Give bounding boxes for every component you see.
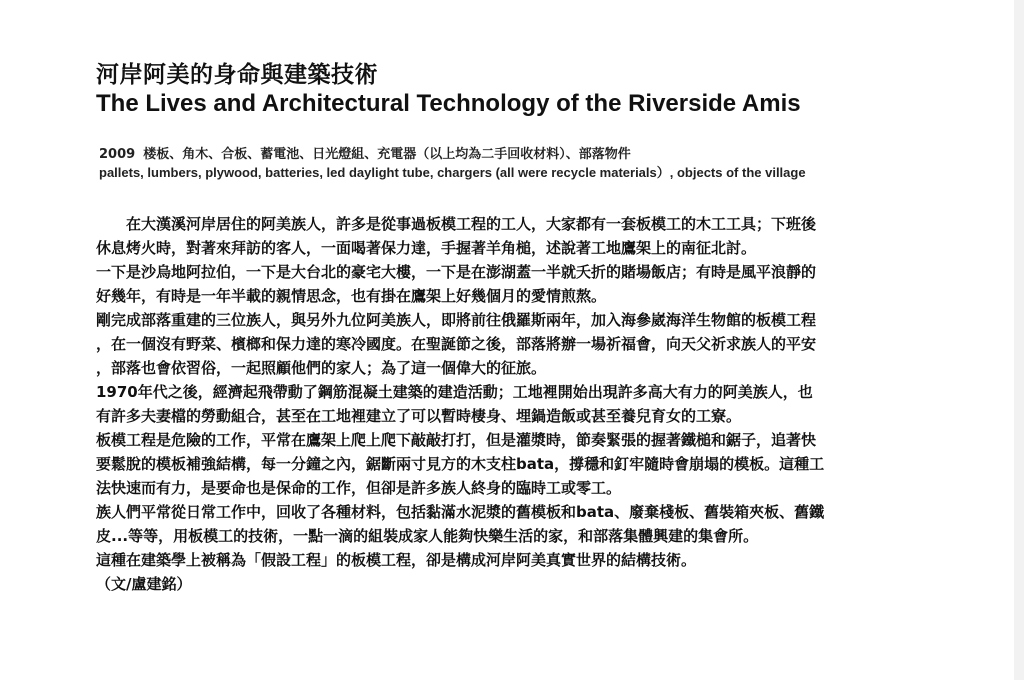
body-line: 一下是沙烏地阿拉伯，一下是大台北的豪宅大樓，一下是在澎湖蓋一半就夭折的賭場飯店；有時是風平浪靜的 xyxy=(96,263,817,281)
body-line: 要鬆脫的模板補強結構，每一分鐘之內，鋸斷兩寸見方的木支柱bata，撐穩和釘牢隨時會崩塌的模板。這種工 xyxy=(96,455,825,473)
body-line: 族人們平常從日常工作中，回收了各種材料，包括黏滿水泥漿的舊模板和bata、廢棄棧板、舊裝箱夾板、舊鐵 xyxy=(96,503,825,521)
body-text xyxy=(96,212,924,596)
body-line: 皮...等等，用板模工的技術，一點一滴的組裝成家人能夠快樂生活的家，和部落集體興建的集會所。 xyxy=(96,527,759,545)
body-line: ，部落也會依習俗，一起照顧他們的家人；為了這一個偉大的征旅。 xyxy=(96,359,547,377)
body-line: 板模工程是危險的工作，平常在鷹架上爬上爬下敲敲打打，但是灌漿時，節奏緊張的握著鐵槌和鋸子，追著快 xyxy=(96,431,817,449)
materials-chinese-line xyxy=(99,146,806,164)
body-line: 有許多夫妻檔的勞動組合，甚至在工地裡建立了可以暫時棲身、埋鍋造飯或甚至養兒育女的工寮。 xyxy=(96,407,742,425)
year: 2009 xyxy=(99,147,136,162)
body-line: 剛完成部落重建的三位族人，與另外九位阿美族人，即將前往俄羅斯兩年，加入海參崴海洋生物館的板模工程 xyxy=(96,311,817,329)
body-line: 好幾年，有時是一年半載的親情思念，也有掛在鷹架上好幾個月的愛情煎熬。 xyxy=(96,287,607,305)
body-line: 休息烤火時，對著來拜訪的客人，一面喝著保力達，手握著羊角槌，述說著工地鷹架上的南征北討。 xyxy=(96,239,757,257)
author-credit: （文/盧建銘） xyxy=(96,575,192,593)
body-line: ，在一個沒有野菜、檳榔和保力達的寒冷國度。在聖誕節之後，部落將辦一場祈福會，向天父祈求族人的平安 xyxy=(96,335,817,353)
body-line: 在大漢溪河岸居住的阿美族人，許多是從事過板模工程的工人，大家都有一套板模工的木工工具；下班後 xyxy=(126,215,817,233)
body-line: 法快速而有力，是要命也是保命的工作，但卻是許多族人終身的臨時工或零工。 xyxy=(96,479,622,497)
page-edge xyxy=(1014,0,1024,680)
materials-english: pallets, lumbers, plywood, batteries, led daylight tube, chargers (all were recycle materials）, objects of the village xyxy=(99,165,806,180)
title-english: The Lives and Architectural Technology of the Riverside Amis xyxy=(96,90,801,117)
materials-chinese: 楼板、角木、合板、蓄電池、日光燈組、充電器（以上均為二手回收材料）、部落物件 xyxy=(143,147,631,162)
body-line: 這種在建築學上被稱為「假設工程」的板模工程，卻是構成河岸阿美真實世界的結構技術。 xyxy=(96,551,697,569)
body-line: 1970年代之後，經濟起飛帶動了鋼筋混凝土建築的建造活動；工地裡開始出現許多高大有力的阿美族人，也 xyxy=(96,383,813,401)
title-chinese: 河岸阿美的身命與建築技術 xyxy=(96,62,378,88)
materials-block xyxy=(99,146,806,182)
